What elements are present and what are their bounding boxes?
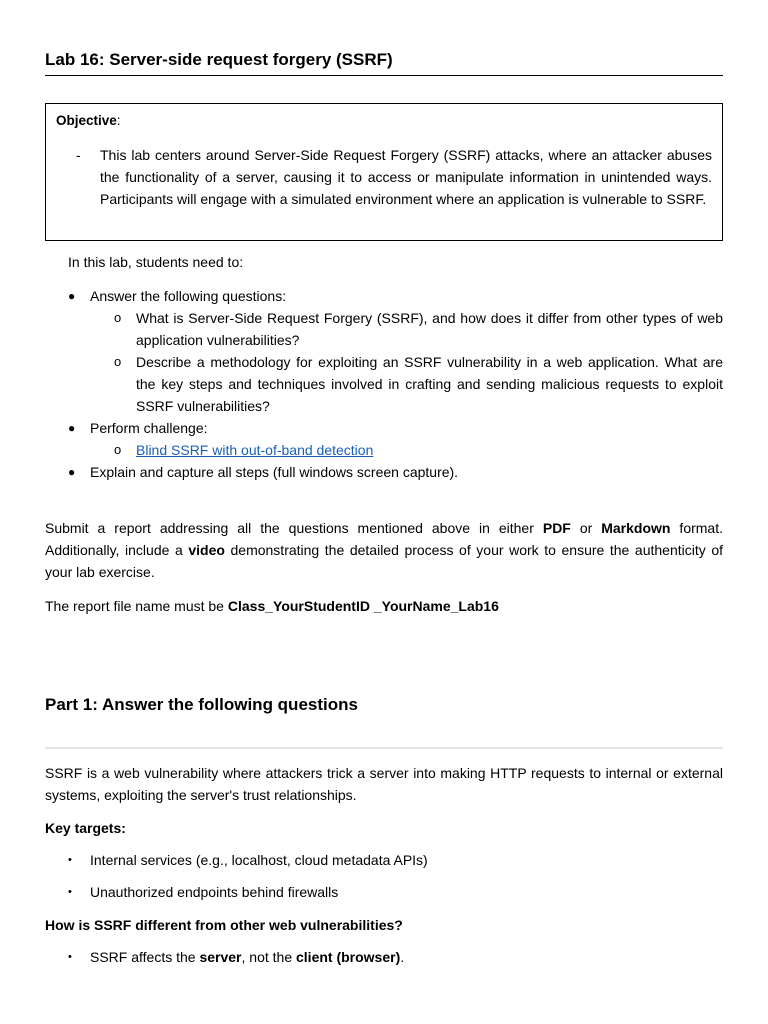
lab-title: Lab 16: Server-side request forgery (SSRF) xyxy=(45,48,723,76)
challenge-link[interactable]: Blind SSRF with out-of-band detection xyxy=(136,442,374,458)
list-item xyxy=(45,285,723,307)
key-target-text: Internal services (e.g., localhost, cloud metadata APIs) xyxy=(90,852,428,868)
list-item xyxy=(45,946,723,968)
challenge-item xyxy=(45,439,723,461)
challenge-label: Perform challenge: xyxy=(90,420,208,436)
intro-text: In this lab, students need to: xyxy=(68,254,244,270)
divider xyxy=(45,747,723,749)
dash-marker: - xyxy=(76,147,81,163)
part1-heading: Part 1: Answer the following questions xyxy=(45,695,358,714)
ssrf-description: SSRF is a web vulnerability where attackers trick a server into making HTTP requests to internal or external systems, exploiting the server's trust relationships. xyxy=(45,765,723,803)
bullet-icon: • xyxy=(68,951,72,963)
bullet-icon: ● xyxy=(68,289,76,303)
server-keyword: server xyxy=(199,949,242,965)
list-item xyxy=(45,881,723,903)
sub-bullet-icon: o xyxy=(114,442,122,457)
objective-colon: : xyxy=(116,113,121,128)
question-text: Describe a methodology for exploiting an SSRF vulnerability in a web application. What are the key steps and techniques involved in crafting and sending malicious requests to exploit SSRF vulnerabilities? xyxy=(136,354,723,414)
client-keyword: client (browser) xyxy=(296,949,401,965)
objective-heading xyxy=(56,110,712,132)
submit-text: or xyxy=(570,520,602,536)
question-text: What is Server-Side Request Forgery (SSRF), and how does it differ from other types of web application vulnerabilities? xyxy=(136,310,723,348)
objective-item xyxy=(56,144,712,210)
answer-questions-label: Answer the following questions: xyxy=(90,288,287,304)
pdf-format: PDF xyxy=(542,520,571,536)
diff-text: . xyxy=(400,949,405,965)
objective-text: This lab centers around Server-Side Request Forgery (SSRF) attacks, where an attacker abuses the functionality of a server, causing it to access or manipulate information in unintended ways. Participants will engage with a simulated environment where an application is vulnerable to SSRF. xyxy=(100,147,712,207)
bullet-icon: • xyxy=(68,854,72,866)
task-list xyxy=(45,285,723,483)
bullet-icon: • xyxy=(68,886,72,898)
sub-bullet-icon: o xyxy=(114,310,122,325)
submit-text: Submit a report addressing all the questions mentioned above in either xyxy=(45,520,543,536)
diff-text: , not the xyxy=(241,949,296,965)
key-targets-list xyxy=(45,849,723,913)
question-item xyxy=(45,307,723,351)
objective-box xyxy=(45,103,723,241)
report-prefix: The report file name must be xyxy=(45,598,228,614)
list-item xyxy=(45,461,723,483)
submit-text: format. Additionally, include a xyxy=(45,520,723,558)
capture-label: Explain and capture all steps (full windows screen capture). xyxy=(90,464,459,480)
objective-label: Objective xyxy=(56,113,117,128)
key-target-text: Unauthorized endpoints behind firewalls xyxy=(90,884,339,900)
sub-bullet-icon: o xyxy=(114,354,122,369)
list-item xyxy=(45,417,723,439)
difference-list xyxy=(45,946,723,968)
diff-text: SSRF affects the xyxy=(90,949,200,965)
list-item xyxy=(45,849,723,871)
difference-heading: How is SSRF different from other web vulnerabilities? xyxy=(45,917,403,933)
submit-text: demonstrating the detailed process of your work to ensure the authenticity of your lab exercise. xyxy=(45,542,723,580)
video-keyword: video xyxy=(188,542,225,558)
report-filename xyxy=(45,595,499,617)
key-targets-heading: Key targets: xyxy=(45,820,126,836)
question-item xyxy=(45,351,723,417)
report-filename-value: Class_YourStudentID _YourName_Lab16 xyxy=(227,598,499,614)
bullet-icon: ● xyxy=(68,421,76,435)
markdown-format: Markdown xyxy=(601,520,671,536)
submit-instructions xyxy=(45,517,723,583)
bullet-icon: ● xyxy=(68,465,76,479)
